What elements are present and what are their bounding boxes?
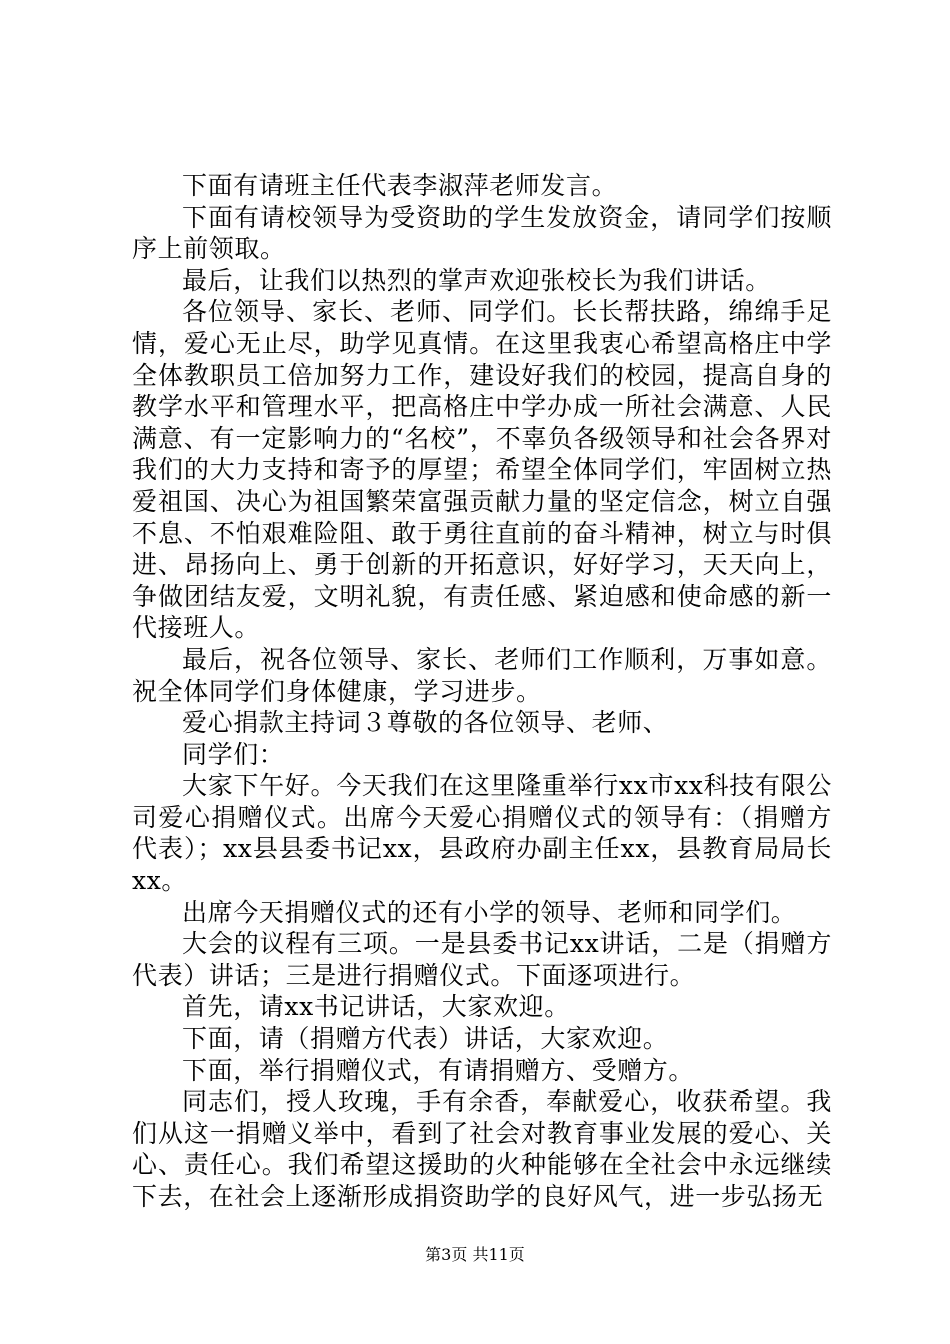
paragraph: 首先，请xx书记讲话，大家欢迎。	[182, 992, 570, 1022]
paragraph: 最后，让我们以热烈的掌声欢迎张校长为我们讲话。	[182, 265, 771, 295]
paragraph: 下面，请（捐赠方代表）讲话，大家欢迎。	[182, 1024, 669, 1054]
paragraph: 出席今天捐赠仪式的还有小学的领导、老师和同学们。	[182, 897, 797, 927]
document-body	[132, 170, 832, 1213]
paragraph: 同学们：	[182, 739, 285, 769]
paragraph: 下面有请校领导为受资助的学生发放资金，请同学们按顺序上前领取。	[132, 202, 832, 264]
paragraph: 下面，举行捐赠仪式，有请捐赠方、受赠方。	[182, 1055, 695, 1085]
paragraph: 爱心捐款主持词３尊敬的各位领导、老师、	[182, 708, 669, 738]
paragraph: 最后，祝各位领导、家长、老师们工作顺利，万事如意。祝全体同学们身体健康，学习进步。	[132, 644, 832, 706]
paragraph: 同志们，授人玫瑰，手有余香，奉献爱心，收获希望。我们从这一捐赠义举中，看到了社会对教育事业发展的爱心、关心、责任心。我们希望这援助的火种能够在全社会中永远继续下去，在社会上逐渐形成捐资助学的良好风气，进一步弘扬无	[132, 1087, 832, 1211]
paragraph: 下面有请班主任代表李淑萍老师发言。	[182, 171, 618, 200]
paragraph: 各位领导、家长、老师、同学们。长长帮扶路，绵绵手足情，爱心无止尽，助学见真情。在这里我衷心希望高格庄中学全体教职员工倍加努力工作，建设好我们的校园，提高自身的教学水平和管理水平，把高格庄中学办成一所社会满意、人民满意、有一定影响力的“名校”，不辜负各级领导和社会各界对我们的大力支持和寄予的厚望；希望全体同学们，牢固树立热爱祖国、决心为祖国繁荣富强贡献力量的坚定信念，树立自强不息、不怕艰难险阻、敢于勇往直前的奋斗精神，树立与时俱进、昂扬向上、勇于创新的开拓意识，好好学习，天天向上，争做团结友爱，文明礼貌，有责任感、紧迫感和使命感的新一代接班人。	[132, 297, 832, 643]
paragraph: 大会的议程有三项。一是县委书记xx讲话，二是（捐赠方代表）讲话；三是进行捐赠仪式。下面逐项进行。	[132, 929, 832, 990]
page-footer: 第3页 共11页	[425, 1245, 525, 1264]
paragraph: 大家下午好。今天我们在这里隆重举行xx市xx科技有限公司爱心捐赠仪式。出席今天爱心捐赠仪式的领导有：（捐赠方代表）；xx县县委书记xx，县政府办副主任xx，县教育局局长xx。	[132, 771, 832, 896]
